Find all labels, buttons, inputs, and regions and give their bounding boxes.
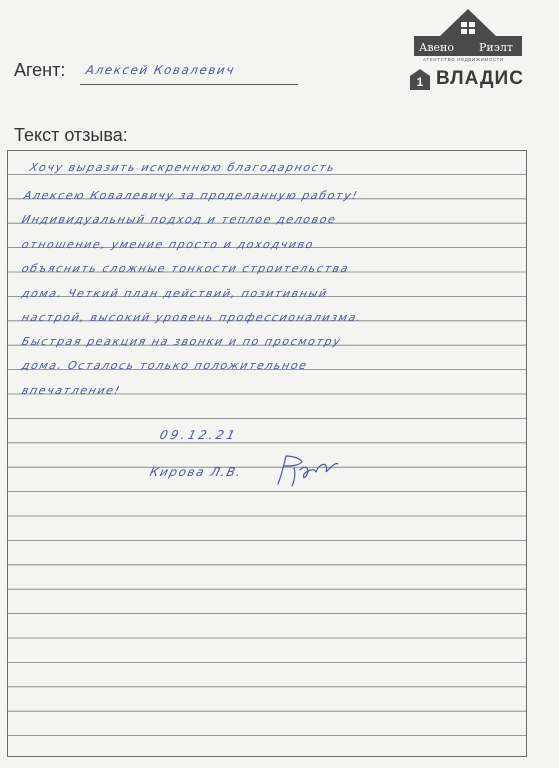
review-line: дома. Четкий план действий, позитивный <box>20 287 330 300</box>
svg-text:1: 1 <box>416 75 424 89</box>
logo-word-rielt: Риэлт <box>479 41 513 54</box>
signer-name: Кирова Л.В. <box>148 465 244 479</box>
agent-underline <box>80 84 298 85</box>
vladis-brand-text: ВЛАДИС <box>436 68 524 89</box>
logo-word-aveno: Авено <box>419 41 454 54</box>
vladis-badge-icon <box>410 69 430 90</box>
review-line: Быстрая реакция на звонки и по просмотру <box>20 335 343 348</box>
review-line: настрой, высокий уровень профессионализма. <box>20 311 364 324</box>
review-line: Хочу выразить искреннюю благодарность <box>28 161 338 174</box>
review-line: отношение, умение просто и доходчиво <box>20 238 316 251</box>
review-line: впечатление! <box>20 384 123 397</box>
review-line: дома. Осталось только положительное <box>20 359 310 372</box>
review-label: Текст отзыва: <box>14 125 128 145</box>
agency-logo <box>404 6 532 98</box>
review-date: 09.12.21 <box>158 428 240 442</box>
agent-label: Агент: <box>14 60 66 80</box>
review-line: объяснить сложные тонкости строительства <box>20 262 351 275</box>
review-line: Индивидуальный подход и теплое деловое <box>20 213 339 226</box>
review-line: Алексею Ковалевичу за проделанную работу! <box>22 189 360 202</box>
logo-tagline: АГЕНТСТВО НЕДВИЖИМОСТИ <box>423 57 504 62</box>
agent-name-handwritten: Алексей Ковалевич <box>84 63 237 77</box>
handwritten-signature <box>272 452 344 490</box>
